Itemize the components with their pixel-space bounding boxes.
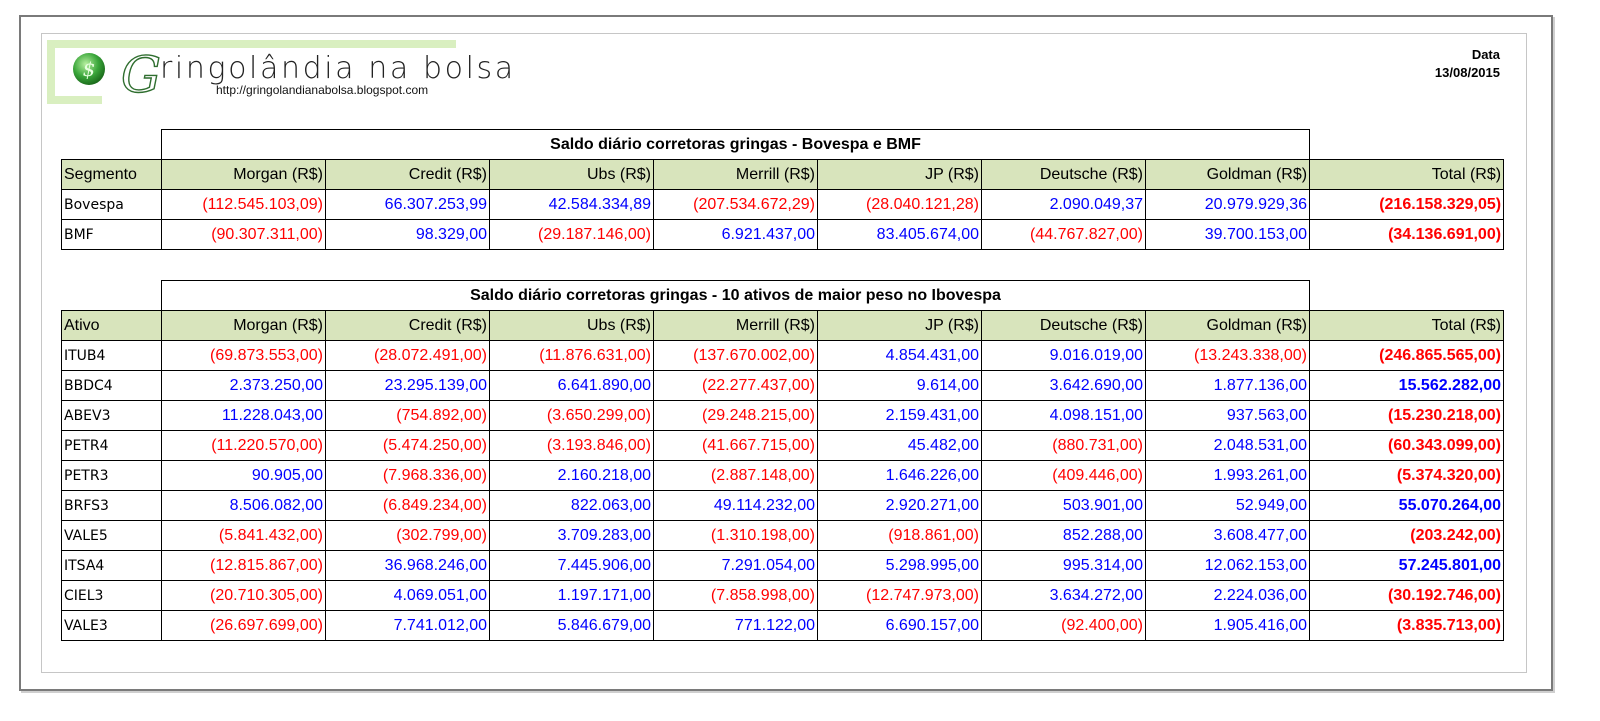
value-cell: 11.228.043,00 — [162, 401, 326, 431]
value-cell: 503.901,00 — [982, 491, 1146, 521]
total-cell: (34.136.691,00) — [1310, 220, 1504, 250]
column-header: Morgan (R$) — [162, 311, 326, 341]
table-row — [62, 401, 1504, 431]
svg-text:$: $ — [82, 57, 96, 81]
caption-spacer — [62, 281, 162, 311]
column-header: Ubs (R$) — [490, 311, 654, 341]
value-cell: 9.614,00 — [818, 371, 982, 401]
value-cell: 36.968.246,00 — [326, 551, 490, 581]
date-block — [1380, 46, 1500, 82]
value-cell: 1.905.416,00 — [1146, 611, 1310, 641]
value-cell: 2.160.218,00 — [490, 461, 654, 491]
value-cell: 9.016.019,00 — [982, 341, 1146, 371]
value-cell: (29.187.146,00) — [490, 220, 654, 250]
table-row — [62, 521, 1504, 551]
total-cell: (216.158.329,05) — [1310, 190, 1504, 220]
table-row — [62, 551, 1504, 581]
column-header: Goldman (R$) — [1146, 160, 1310, 190]
row-label: BBDC4 — [62, 371, 162, 401]
table-row — [62, 341, 1504, 371]
value-cell: 5.298.995,00 — [818, 551, 982, 581]
value-cell: 2.224.036,00 — [1146, 581, 1310, 611]
header-row — [62, 160, 1504, 190]
value-cell: 52.949,00 — [1146, 491, 1310, 521]
value-cell: 3.642.690,00 — [982, 371, 1146, 401]
value-cell: 2.090.049,37 — [982, 190, 1146, 220]
column-header: Total (R$) — [1310, 311, 1504, 341]
date-label: Data — [1471, 47, 1500, 62]
row-label: Bovespa — [62, 190, 162, 220]
column-header: JP (R$) — [818, 160, 982, 190]
value-cell: (880.731,00) — [982, 431, 1146, 461]
value-cell: 98.329,00 — [326, 220, 490, 250]
column-header: Credit (R$) — [326, 160, 490, 190]
table-row — [62, 371, 1504, 401]
logo-title: ringolândia na bolsa — [160, 51, 516, 86]
value-cell: (20.710.305,00) — [162, 581, 326, 611]
value-cell: 2.920.271,00 — [818, 491, 982, 521]
value-cell: 3.634.272,00 — [982, 581, 1146, 611]
value-cell: (41.667.715,00) — [654, 431, 818, 461]
total-cell: (5.374.320,00) — [1310, 461, 1504, 491]
row-label: PETR3 — [62, 461, 162, 491]
value-cell: 3.709.283,00 — [490, 521, 654, 551]
column-header: Ativo — [62, 311, 162, 341]
table-row — [62, 461, 1504, 491]
row-label: BRFS3 — [62, 491, 162, 521]
value-cell: (7.968.336,00) — [326, 461, 490, 491]
value-cell: (26.697.699,00) — [162, 611, 326, 641]
value-cell: 66.307.253,99 — [326, 190, 490, 220]
value-cell: (28.072.491,00) — [326, 341, 490, 371]
value-cell: 12.062.153,00 — [1146, 551, 1310, 581]
value-cell: 7.291.054,00 — [654, 551, 818, 581]
table-row — [62, 431, 1504, 461]
total-cell: (15.230.218,00) — [1310, 401, 1504, 431]
value-cell: 4.098.151,00 — [982, 401, 1146, 431]
row-label: BMF — [62, 220, 162, 250]
table-row — [62, 190, 1504, 220]
value-cell: 23.295.139,00 — [326, 371, 490, 401]
table-title: Saldo diário corretoras gringas - 10 ativos de maior peso no Ibovespa — [162, 281, 1310, 311]
row-label: PETR4 — [62, 431, 162, 461]
value-cell: (207.534.672,29) — [654, 190, 818, 220]
value-cell: 6.921.437,00 — [654, 220, 818, 250]
total-cell: (246.865.565,00) — [1310, 341, 1504, 371]
column-header: Total (R$) — [1310, 160, 1504, 190]
value-cell: (5.474.250,00) — [326, 431, 490, 461]
column-header: JP (R$) — [818, 311, 982, 341]
row-label: CIEL3 — [62, 581, 162, 611]
total-cell: 15.562.282,00 — [1310, 371, 1504, 401]
value-cell: 852.288,00 — [982, 521, 1146, 551]
value-cell: (2.887.148,00) — [654, 461, 818, 491]
date-value: 13/08/2015 — [1434, 65, 1500, 80]
column-header: Credit (R$) — [326, 311, 490, 341]
value-cell: 937.563,00 — [1146, 401, 1310, 431]
total-cell: 57.245.801,00 — [1310, 551, 1504, 581]
logo-initial — [117, 48, 163, 104]
value-cell: (12.815.867,00) — [162, 551, 326, 581]
value-cell: (28.040.121,28) — [818, 190, 982, 220]
column-header: Deutsche (R$) — [982, 160, 1146, 190]
table-row — [62, 611, 1504, 641]
table-row — [62, 220, 1504, 250]
table-title: Saldo diário corretoras gringas - Bovespa e BMF — [162, 130, 1310, 160]
value-cell: 39.700.153,00 — [1146, 220, 1310, 250]
value-cell: (92.400,00) — [982, 611, 1146, 641]
value-cell: (13.243.338,00) — [1146, 341, 1310, 371]
value-cell: (409.446,00) — [982, 461, 1146, 491]
value-cell: 20.979.929,36 — [1146, 190, 1310, 220]
value-cell: (29.248.215,00) — [654, 401, 818, 431]
table-top10-assets — [61, 280, 1504, 641]
logo-accent-bar — [47, 40, 456, 48]
value-cell: 6.690.157,00 — [818, 611, 982, 641]
column-header: Segmento — [62, 160, 162, 190]
value-cell: 5.846.679,00 — [490, 611, 654, 641]
value-cell: 2.048.531,00 — [1146, 431, 1310, 461]
value-cell: 822.063,00 — [490, 491, 654, 521]
column-header: Merrill (R$) — [654, 311, 818, 341]
column-header: Ubs (R$) — [490, 160, 654, 190]
total-cell: 55.070.264,00 — [1310, 491, 1504, 521]
value-cell: 2.159.431,00 — [818, 401, 982, 431]
value-cell: (137.670.002,00) — [654, 341, 818, 371]
value-cell: 6.641.890,00 — [490, 371, 654, 401]
value-cell: (90.307.311,00) — [162, 220, 326, 250]
row-label: ABEV3 — [62, 401, 162, 431]
value-cell: 995.314,00 — [982, 551, 1146, 581]
value-cell: (11.220.570,00) — [162, 431, 326, 461]
value-cell: (44.767.827,00) — [982, 220, 1146, 250]
value-cell: (302.799,00) — [326, 521, 490, 551]
value-cell: (69.873.553,00) — [162, 341, 326, 371]
logo-accent-bar — [47, 40, 55, 103]
value-cell: (7.858.998,00) — [654, 581, 818, 611]
total-cell: (3.835.713,00) — [1310, 611, 1504, 641]
caption-spacer — [1310, 130, 1504, 160]
logo-initial-letter: G — [121, 48, 161, 104]
row-label: ITUB4 — [62, 341, 162, 371]
total-cell: (60.343.099,00) — [1310, 431, 1504, 461]
header-row — [62, 311, 1504, 341]
column-header: Deutsche (R$) — [982, 311, 1146, 341]
value-cell: 42.584.334,89 — [490, 190, 654, 220]
table-row — [62, 581, 1504, 611]
value-cell: 2.373.250,00 — [162, 371, 326, 401]
value-cell: (5.841.432,00) — [162, 521, 326, 551]
value-cell: (1.310.198,00) — [654, 521, 818, 551]
table-segment-balance — [61, 129, 1504, 250]
value-cell: 45.482,00 — [818, 431, 982, 461]
dollar-coin-icon — [72, 52, 106, 86]
value-cell: 4.069.051,00 — [326, 581, 490, 611]
row-label: VALE5 — [62, 521, 162, 551]
value-cell: 1.197.171,00 — [490, 581, 654, 611]
row-label: ITSA4 — [62, 551, 162, 581]
value-cell: 1.877.136,00 — [1146, 371, 1310, 401]
column-header: Goldman (R$) — [1146, 311, 1310, 341]
blog-url: http://gringolandianabolsa.blogspot.com — [216, 83, 429, 97]
total-cell: (30.192.746,00) — [1310, 581, 1504, 611]
value-cell: (754.892,00) — [326, 401, 490, 431]
table-row — [62, 491, 1504, 521]
value-cell: 49.114.232,00 — [654, 491, 818, 521]
value-cell: (3.193.846,00) — [490, 431, 654, 461]
value-cell: 83.405.674,00 — [818, 220, 982, 250]
value-cell: 90.905,00 — [162, 461, 326, 491]
logo-accent-bar — [47, 96, 102, 104]
row-label: VALE3 — [62, 611, 162, 641]
value-cell: 7.445.906,00 — [490, 551, 654, 581]
caption-spacer — [62, 130, 162, 160]
value-cell: 1.993.261,00 — [1146, 461, 1310, 491]
value-cell: (22.277.437,00) — [654, 371, 818, 401]
value-cell: (112.545.103,09) — [162, 190, 326, 220]
value-cell: 3.608.477,00 — [1146, 521, 1310, 551]
value-cell: 771.122,00 — [654, 611, 818, 641]
caption-spacer — [1310, 281, 1504, 311]
value-cell: 8.506.082,00 — [162, 491, 326, 521]
value-cell: 1.646.226,00 — [818, 461, 982, 491]
value-cell: (6.849.234,00) — [326, 491, 490, 521]
column-header: Morgan (R$) — [162, 160, 326, 190]
value-cell: (918.861,00) — [818, 521, 982, 551]
value-cell: 4.854.431,00 — [818, 341, 982, 371]
blog-logo — [47, 40, 516, 104]
value-cell: (11.876.631,00) — [490, 341, 654, 371]
value-cell: 7.741.012,00 — [326, 611, 490, 641]
total-cell: (203.242,00) — [1310, 521, 1504, 551]
column-header: Merrill (R$) — [654, 160, 818, 190]
value-cell: (12.747.973,00) — [818, 581, 982, 611]
value-cell: (3.650.299,00) — [490, 401, 654, 431]
